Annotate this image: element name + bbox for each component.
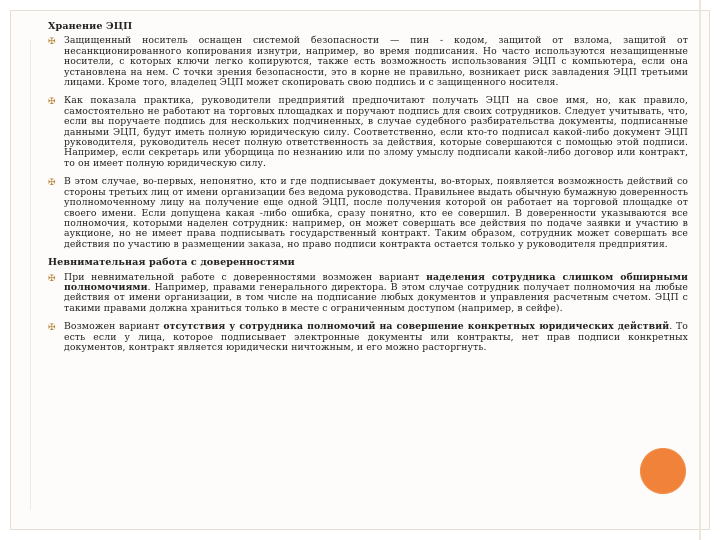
quad-arrow-bullet-icon: ✠ — [48, 178, 56, 189]
list-item — [48, 36, 688, 88]
bold-phrase: отсутствия у сотрудника полномочий на совершение конкретных юридических действий — [163, 321, 670, 333]
list-item — [48, 273, 688, 315]
list-item-text — [64, 273, 688, 315]
quad-arrow-bullet-icon: ✠ — [48, 37, 56, 48]
list-item — [48, 177, 688, 250]
slide-content — [48, 22, 688, 361]
section-heading-storage: Хранение ЭЦП — [48, 21, 133, 32]
list-item — [48, 322, 688, 353]
text-run: При невнимательной работе с доверенностями возможен вариант — [64, 271, 427, 283]
quad-arrow-bullet-icon: ✠ — [48, 323, 56, 334]
slide-left-rule — [30, 40, 31, 510]
list-item-text — [64, 322, 688, 353]
section-heading-proxies: Невнимательная работа с доверенностями — [48, 257, 295, 269]
text-run: Возможен вариант — [64, 321, 164, 333]
list-item-text: В этом случае, во-первых, непонятно, кто и где подписывает документы, во-вторых, появляется возможность действий со стороны третьих лиц от имени организации без ведома руководства. Правильнее выдать обычную бумажную доверенность уполномоченному лицу на получение еще одной ЭЦП, после получения которой он работает на торговой площадке от своего имени. Если допущена какая -либо ошибка, сразу понятно, кто ее совершил. В доверенности указываются все полномочия, которыми наделен сотрудник: например, он может совершать все действия по подаче заявки и участию в аукционе, но не имеет права подписывать государственный контракт. Таким образом, сотрудник может совершать все действия по участию в размещении заказа, но право подписи контракта остается только у руководителя предприятия. — [64, 176, 688, 250]
text-run: . Например, правами генерального директора. В этом случае сотрудник получает полномочия на любые действия от имени организации, в том числе на подписание любых документов и управления расчетным счетом. ЭЦП с такими правами должна храниться только в месте с ограниченным доступом (например, в сейфе). — [64, 281, 688, 314]
quad-arrow-bullet-icon: ✠ — [48, 97, 56, 108]
decorative-orange-circle — [640, 448, 686, 494]
text-run: . То есть если у лица, которое подписывает электронные документы или контракты, нет прав подписи конкретных документов, контракт является юридически ничтожным, и его можно расторгнуть. — [64, 321, 688, 353]
slide-right-rule — [699, 0, 701, 540]
list-item-text: Как показала практика, руководители предприятий предпочитают получать ЭЦП на свое имя, но, как правило, самостоятельно не работают на торговых площадках и поручают подпись для своих сотрудников. Следует учитывать, что, если вы поручаете подпись для нескольких подчиненных, в случае судебного разбирательства документы, подписанные данными ЭЦП, будут иметь полную юридическую силу. Соответственно, если кто-то подписал какой-либо документ ЭЦП руководителя, руководитель несет полную ответственность за действия, которые совершаются с помощью этой подписи. Например, если секретарь или уборщица по незнанию или по злому умыслу подписали какой-либо договор или контракт, то он имеет полную юридическую силу. — [64, 95, 688, 169]
quad-arrow-bullet-icon: ✠ — [48, 273, 56, 284]
bold-phrase: наделения сотрудника слишком обширными полномочиями — [64, 271, 688, 293]
list-item-text: Защищенный носитель оснащен системой безопасности — пин - кодом, защитой от взлома, защитой от несанкционированного копирования изнутри, например, во время подписания. Но часто используются незащищенные носители, с которых ключи легко копируются, также есть возможность использования ЭЦП с компьютера, если она установлена на нем. С точки зрения безопасности, это в корне не правильно, возникает риск завладения ЭЦП третьими лицами. Кроме того, владелец ЭЦП может скопировать свою подпись и с защищенного носителя. — [64, 35, 688, 89]
list-item — [48, 96, 688, 169]
